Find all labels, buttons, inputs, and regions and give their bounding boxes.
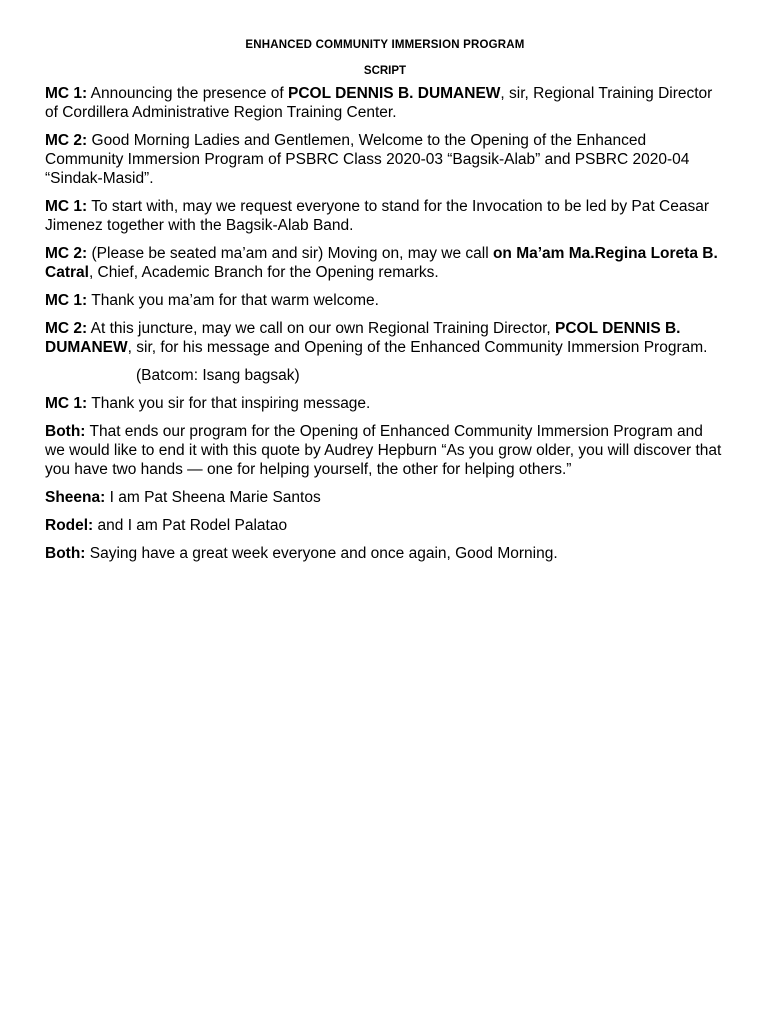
script-line-11 [45,516,725,535]
line-text: Announcing the presence of [87,85,288,102]
line-text: , Chief, Academic Branch for the Opening remarks. [88,264,439,281]
speaker-label: MC 2: [45,132,88,149]
speaker-label: Rodel: [45,517,94,534]
speaker-label: MC 2: [45,245,88,262]
line-text: and I am Pat Rodel Palatao [93,517,288,534]
speaker-label: Both: [45,423,86,440]
speaker-label: MC 1: [45,198,88,215]
script-line-12 [45,544,725,563]
line-text: , sir, Regional Training Director of Cordillera Administrative Region Training Center. [45,85,713,121]
script-line-5 [45,291,725,310]
line-text: To start with, may we request everyone to stand for the Invocation to be led by Pat Ceasar Jimenez together with the Bagsik-Alab Band. [45,198,709,234]
line-text: I am Pat Sheena Marie Santos [105,489,321,506]
speaker-label: MC 1: [45,85,88,102]
stage-direction [45,366,725,385]
line-text: (Please be seated ma’am and sir) Moving on, may we call [87,245,493,262]
line-text: At this juncture, may we call on our own Regional Training Director, [87,320,556,337]
script-line-2 [45,131,725,188]
line-text: Thank you ma’am for that warm welcome. [87,292,379,309]
line-text: Saying have a great week everyone and once again, Good Morning. [85,545,558,562]
line-text: Thank you sir for that inspiring message. [87,395,371,412]
bold-name: PCOL DENNIS B. DUMANEW [45,320,681,356]
line-text: That ends our program for the Opening of Enhanced Community Immersion Program and we would like to end it with this quote by Audrey Hepburn “As you grow older, you will discover that you have two hands — one for helping yourself, the other for helping others.” [45,423,722,478]
script-line-10 [45,488,725,507]
speaker-label: Both: [45,545,86,562]
line-text: (Batcom: Isang bagsak) [136,367,300,384]
speaker-label: MC 2: [45,320,88,337]
bold-name: PCOL DENNIS B. DUMANEW [288,85,501,102]
script-page [45,36,725,572]
script-line-8 [45,394,725,413]
script-line-1 [45,84,725,122]
speaker-label: MC 1: [45,292,88,309]
script-line-9 [45,422,725,479]
document-title: ENHANCED COMMUNITY IMMERSION PROGRAM [245,39,525,51]
bold-name: on Ma’am Ma.Regina Loreta B. Catral [45,245,718,281]
speaker-label: MC 1: [45,395,88,412]
speaker-label: Sheena: [45,489,106,506]
script-line-6 [45,319,725,357]
line-text: Good Morning Ladies and Gentlemen, Welcome to the Opening of the Enhanced Community Immersion Program of PSBRC Class 2020-03 “Bagsik-Alab” and PSBRC 2020-04 “Sindak-Masid”. [45,132,690,187]
line-text: , sir, for his message and Opening of the Enhanced Community Immersion Program. [127,339,708,356]
document-subtitle: SCRIPT [363,65,407,77]
script-line-3 [45,197,725,235]
script-line-4 [45,244,725,282]
